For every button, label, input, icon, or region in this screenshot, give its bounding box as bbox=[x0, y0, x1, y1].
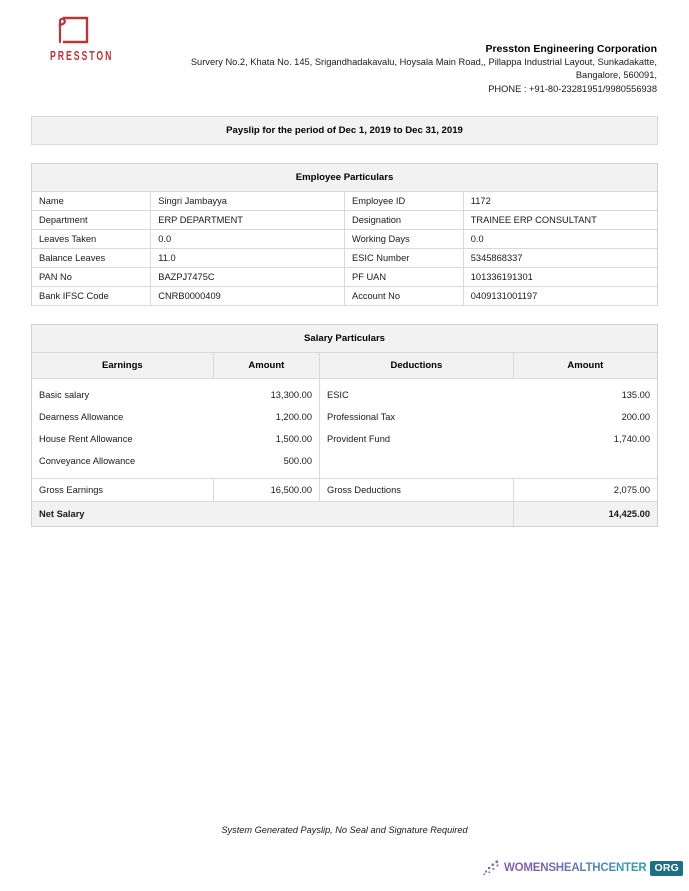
field-value-leaves-taken: 0.0 bbox=[151, 229, 345, 248]
earning-label-house-rent-allowance: House Rent Allowance bbox=[39, 433, 133, 444]
field-value-pf-uan: 101336191301 bbox=[463, 267, 657, 286]
salary-rows bbox=[32, 378, 657, 478]
earning-amount-house-rent-allowance: 1,500.00 bbox=[213, 428, 319, 450]
field-label-account-no: Account No bbox=[345, 286, 464, 305]
field-label-pf-uan: PF UAN bbox=[345, 267, 464, 286]
table-row bbox=[32, 267, 657, 286]
watermark bbox=[483, 857, 683, 879]
deduction-amount-esic: 135.00 bbox=[621, 389, 650, 400]
net-salary-amount: 14,425.00 bbox=[513, 501, 657, 526]
salary-particulars-section bbox=[31, 324, 658, 527]
field-label-name: Name bbox=[32, 191, 151, 210]
company-name: Presston Engineering Corporation bbox=[485, 43, 657, 55]
employee-particulars-header-row bbox=[32, 164, 657, 192]
column-header-earnings: Earnings bbox=[32, 352, 213, 378]
gross-deductions-label: Gross Deductions bbox=[320, 478, 514, 501]
field-value-employee-id: 1172 bbox=[463, 191, 657, 210]
field-value-name: Singri Jambayya bbox=[151, 191, 345, 210]
company-details bbox=[161, 14, 658, 96]
deduction-label-provident-fund: Provident Fund bbox=[327, 433, 391, 444]
gross-earnings-label: Gross Earnings bbox=[32, 478, 213, 501]
table-row bbox=[32, 406, 657, 428]
column-header-earnings-amount: Amount bbox=[213, 352, 319, 378]
gross-deductions-amount: 2,075.00 bbox=[513, 478, 657, 501]
field-label-leaves-taken: Leaves Taken bbox=[32, 229, 151, 248]
salary-particulars-title: Salary Particulars bbox=[32, 325, 657, 353]
net-salary-label: Net Salary bbox=[32, 501, 513, 526]
deduction-label-empty bbox=[320, 450, 514, 479]
watermark-text: WOMENSHEALTHCENTER bbox=[503, 862, 647, 874]
deduction-amount-professional-tax: 200.00 bbox=[621, 411, 650, 422]
employee-particulars-table bbox=[32, 164, 657, 306]
column-header-deductions-amount: Amount bbox=[513, 352, 657, 378]
table-row bbox=[32, 229, 657, 248]
table-row bbox=[32, 191, 657, 210]
company-address-line-1: Survery No.2, Khata No. 145, Srigandhadakavalu, Hoysala Main Road,, Pillappa Industrial Layout, Sunkadakatte, bbox=[190, 57, 657, 68]
watermark-org-badge: ORG bbox=[650, 861, 683, 876]
field-value-pan-no: BAZPJ7475C bbox=[151, 267, 345, 286]
table-row bbox=[32, 450, 657, 479]
earning-label-basic-salary: Basic salary bbox=[39, 389, 90, 400]
earning-amount-conveyance-allowance: 500.00 bbox=[213, 450, 319, 479]
field-label-pan-no: PAN No bbox=[32, 267, 151, 286]
field-value-designation: TRAINEE ERP CONSULTANT bbox=[463, 210, 657, 229]
document-header bbox=[0, 0, 689, 96]
field-value-bank-ifsc-code: CNRB0000409 bbox=[151, 286, 345, 305]
field-label-balance-leaves: Balance Leaves bbox=[32, 248, 151, 267]
company-address-line-2: Bangalore, 560091, bbox=[575, 70, 657, 81]
table-row bbox=[32, 210, 657, 229]
deduction-amount-provident-fund: 1,740.00 bbox=[613, 433, 650, 444]
field-label-employee-id: Employee ID bbox=[345, 191, 464, 210]
deduction-amount-empty bbox=[513, 450, 657, 479]
table-row bbox=[32, 286, 657, 305]
company-logo-wordmark: PRESSTON bbox=[50, 49, 114, 64]
payslip-period-banner: Payslip for the period of Dec 1, 2019 to Dec 31, 2019 bbox=[31, 116, 658, 145]
salary-column-header-row bbox=[32, 352, 657, 378]
salary-totals bbox=[32, 478, 657, 526]
field-value-working-days: 0.0 bbox=[463, 229, 657, 248]
earning-amount-basic-salary: 13,300.00 bbox=[213, 378, 319, 406]
gross-totals-row bbox=[32, 478, 657, 501]
employee-particulars-title: Employee Particulars bbox=[32, 164, 657, 192]
earning-label-conveyance-allowance: Conveyance Allowance bbox=[39, 455, 136, 466]
field-value-account-no: 0409131001197 bbox=[463, 286, 657, 305]
field-value-esic-number: 5345868337 bbox=[463, 248, 657, 267]
earning-amount-dearness-allowance: 1,200.00 bbox=[213, 406, 319, 428]
table-row bbox=[32, 428, 657, 450]
dots-icon bbox=[483, 858, 503, 878]
field-label-department: Department bbox=[32, 210, 151, 229]
field-label-working-days: Working Days bbox=[345, 229, 464, 248]
salary-particulars-table bbox=[32, 325, 657, 527]
deduction-label-esic: ESIC bbox=[327, 389, 349, 400]
employee-particulars-section bbox=[31, 163, 658, 306]
earning-label-dearness-allowance: Dearness Allowance bbox=[39, 411, 124, 422]
company-logo bbox=[31, 14, 161, 64]
table-row bbox=[32, 378, 657, 406]
field-label-esic-number: ESIC Number bbox=[345, 248, 464, 267]
field-label-designation: Designation bbox=[345, 210, 464, 229]
net-salary-row bbox=[32, 501, 657, 526]
salary-particulars-header-row bbox=[32, 325, 657, 353]
table-row bbox=[32, 248, 657, 267]
field-value-department: ERP DEPARTMENT bbox=[151, 210, 345, 229]
presston-logo-icon bbox=[56, 16, 90, 44]
company-phone: PHONE : +91-80-23281951/9980556938 bbox=[488, 83, 657, 94]
footer-note: System Generated Payslip, No Seal and Signature Required bbox=[221, 825, 468, 835]
field-label-bank-ifsc-code: Bank IFSC Code bbox=[32, 286, 151, 305]
field-value-balance-leaves: 11.0 bbox=[151, 248, 345, 267]
gross-earnings-amount: 16,500.00 bbox=[213, 478, 319, 501]
deduction-label-professional-tax: Professional Tax bbox=[327, 411, 396, 422]
column-header-deductions: Deductions bbox=[320, 352, 514, 378]
